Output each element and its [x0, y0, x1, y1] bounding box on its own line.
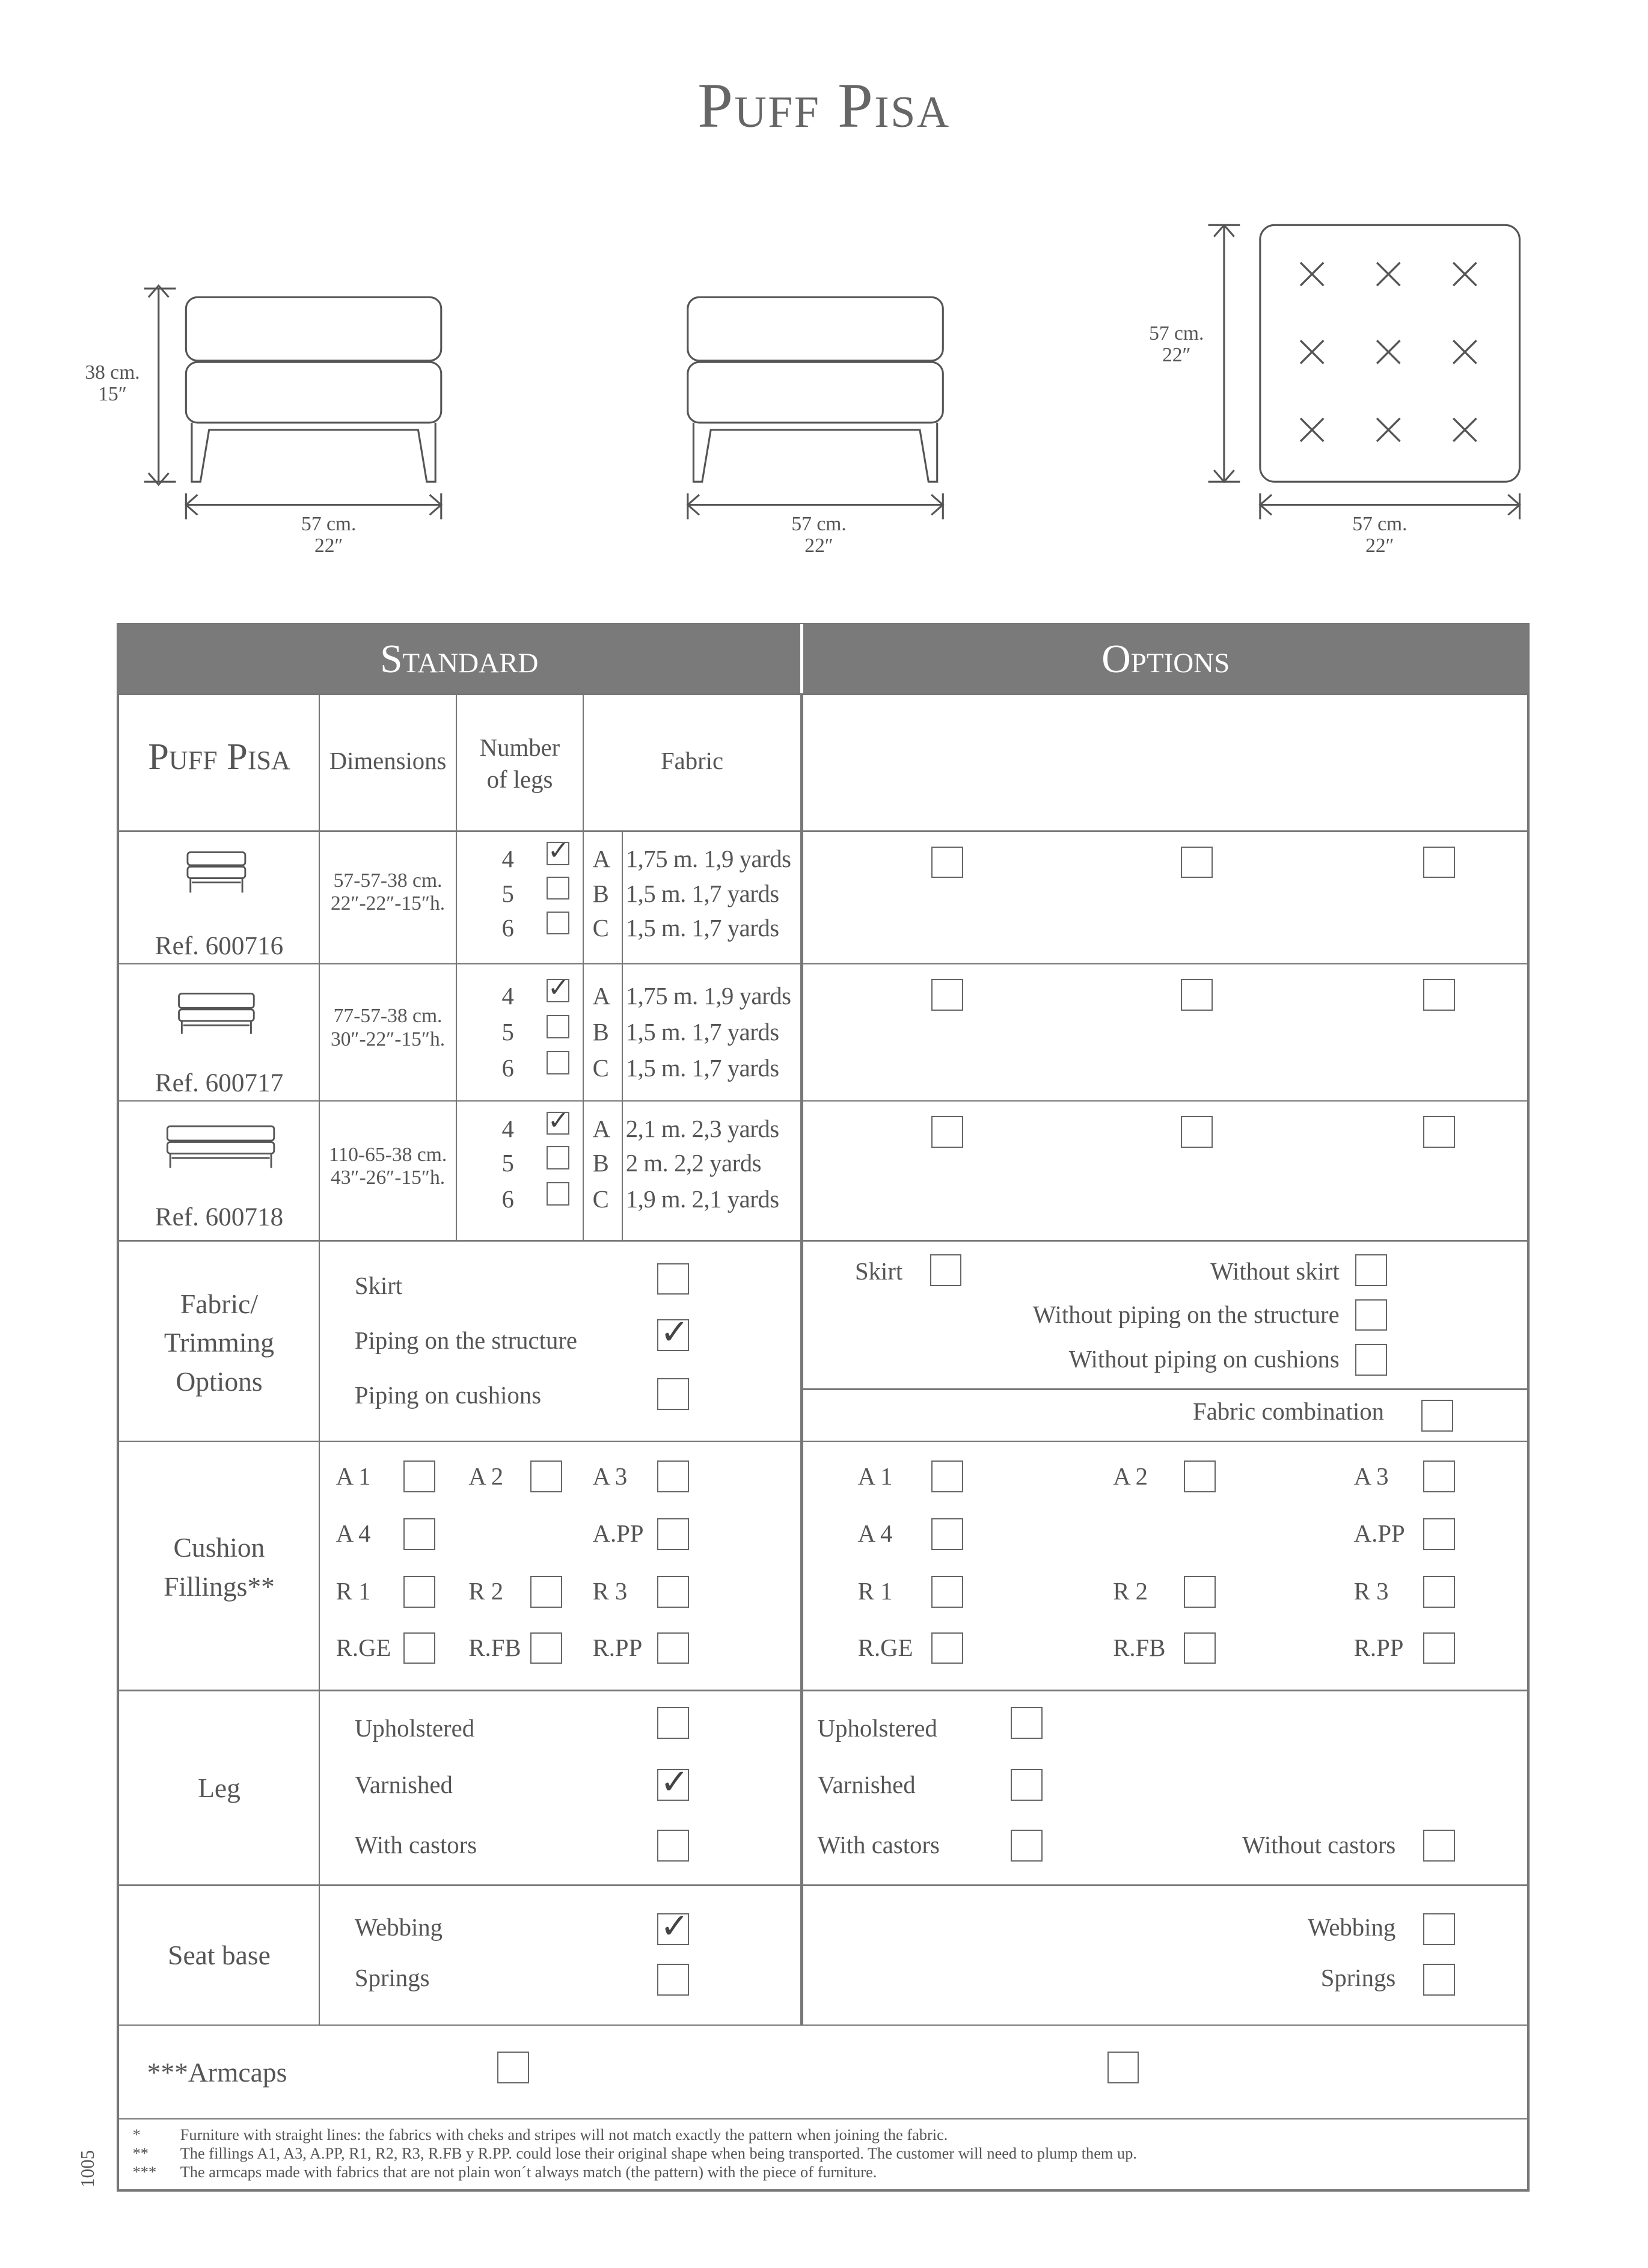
seat-webbing-label: Webbing	[354, 1914, 443, 1942]
filling-label: R 2	[468, 1578, 504, 1605]
leg-upholstered-label: Upholstered	[354, 1715, 475, 1742]
fabric-quantity: 1,75 m. 1,9 yards	[625, 982, 791, 1010]
top-depth-label: 57 cm. 22″	[1149, 322, 1204, 367]
opt-seat-webbing-label: Webbing	[1308, 1914, 1396, 1942]
seat-springs-label: Springs	[354, 1964, 430, 1992]
fabric-column-header: Fabric	[660, 747, 724, 775]
leg-count: 4	[501, 982, 514, 1010]
opt-seat-springs-checkbox[interactable]	[1423, 1964, 1455, 1996]
option-filling-checkbox[interactable]	[1423, 1518, 1455, 1550]
dimensions-imperial: 43″-26″-15″h.	[330, 1166, 446, 1189]
leg-count: 6	[501, 915, 514, 942]
filling-checkbox[interactable]	[403, 1576, 435, 1608]
fabric-grade: B	[592, 1018, 609, 1046]
opt-leg-castors-label: With castors	[817, 1831, 940, 1859]
opt-leg-without-castors-checkbox[interactable]	[1423, 1830, 1455, 1862]
option-checkbox[interactable]	[1181, 979, 1213, 1011]
opt-without-piping-structure-checkbox[interactable]	[1355, 1299, 1387, 1331]
option-filling-checkbox[interactable]	[1184, 1632, 1216, 1664]
leg-count-checkbox[interactable]	[547, 979, 569, 1002]
trim-piping-cushions-checkbox[interactable]	[657, 1378, 689, 1410]
option-filling-label: A 4	[857, 1520, 893, 1548]
option-filling-checkbox[interactable]	[931, 1518, 963, 1550]
leg-castors-label: With castors	[354, 1831, 477, 1859]
leg-count-checkbox[interactable]	[547, 877, 569, 900]
filling-label: A 1	[335, 1462, 371, 1490]
option-checkbox[interactable]	[1181, 847, 1213, 878]
option-filling-label: A 3	[1353, 1462, 1389, 1490]
seat-base-label: Seat base	[168, 1940, 271, 1971]
trim-skirt-checkbox[interactable]	[657, 1263, 689, 1295]
option-filling-checkbox[interactable]	[1423, 1632, 1455, 1664]
product-dimensions	[320, 869, 455, 916]
trim-piping-structure-label: Piping on the structure	[354, 1327, 577, 1355]
filling-label: A.PP	[592, 1520, 644, 1548]
leg-count-checkbox[interactable]	[547, 1015, 569, 1038]
filling-label: R 3	[592, 1578, 628, 1605]
thumbnail-600718	[167, 1126, 274, 1168]
leg-count-checkbox[interactable]	[547, 1182, 569, 1205]
option-checkbox[interactable]	[1423, 1116, 1455, 1148]
option-filling-checkbox[interactable]	[1184, 1576, 1216, 1608]
leg-count: 6	[501, 1186, 514, 1213]
fabric-grade: A	[592, 1115, 610, 1142]
opt-without-skirt-checkbox[interactable]	[1355, 1254, 1387, 1286]
leg-varnished-checkbox[interactable]	[657, 1769, 689, 1801]
fabric-quantity: 1,75 m. 1,9 yards	[625, 845, 791, 873]
option-filling-label: R 1	[857, 1578, 893, 1605]
seat-springs-checkbox[interactable]	[657, 1964, 689, 1996]
filling-checkbox[interactable]	[530, 1632, 562, 1664]
option-checkbox[interactable]	[931, 979, 963, 1011]
option-filling-label: R 2	[1113, 1578, 1148, 1605]
filling-label: R.FB	[468, 1634, 521, 1661]
fabric-quantity: 2 m. 2,2 yards	[625, 1150, 762, 1177]
leg-count-checkbox[interactable]	[547, 842, 569, 865]
option-filling-label: R.FB	[1113, 1634, 1166, 1661]
filling-checkbox[interactable]	[657, 1460, 689, 1492]
leg-upholstered-checkbox[interactable]	[657, 1707, 689, 1739]
armcaps-label: ***Armcaps	[147, 2056, 287, 2088]
leg-count: 4	[501, 1115, 514, 1142]
leg-count: 5	[501, 1018, 514, 1046]
fabric-quantity: 1,5 m. 1,7 yards	[625, 1018, 779, 1046]
option-filling-checkbox[interactable]	[931, 1460, 963, 1492]
leg-count-checkbox[interactable]	[547, 1146, 569, 1169]
filling-label: R 1	[335, 1578, 371, 1605]
leg-count: 6	[501, 1054, 514, 1082]
product-ref: Ref. 600717	[155, 1068, 284, 1097]
leg-count: 5	[501, 1150, 514, 1177]
option-filling-checkbox[interactable]	[1184, 1460, 1216, 1492]
product-thumbnails	[144, 844, 303, 1204]
fillings-label: Cushion Fillings**	[164, 1531, 275, 1602]
fabric-grade: B	[592, 1150, 609, 1177]
options-header: Options	[803, 624, 1528, 693]
filling-checkbox[interactable]	[403, 1518, 435, 1550]
front-width-label: 57 cm. 22″	[301, 512, 357, 557]
product-ref: Ref. 600718	[155, 1203, 284, 1231]
top-view-drawing	[1208, 225, 1520, 519]
trim-piping-structure-checkbox[interactable]	[657, 1319, 689, 1351]
option-checkbox[interactable]	[1423, 847, 1455, 878]
leg-count: 5	[501, 880, 514, 907]
opt-seat-springs-label: Springs	[1320, 1964, 1396, 1992]
seat-webbing-checkbox[interactable]	[657, 1913, 689, 1945]
filling-label: A 2	[468, 1462, 504, 1490]
opt-leg-without-castors-label: Without castors	[1242, 1831, 1396, 1859]
leg-count: 4	[501, 845, 514, 873]
opt-leg-castors-checkbox[interactable]	[1011, 1830, 1043, 1862]
opt-fabric-combination-checkbox[interactable]	[1421, 1400, 1453, 1432]
filling-checkbox[interactable]	[530, 1460, 562, 1492]
opt-leg-varnished-checkbox[interactable]	[1011, 1769, 1043, 1801]
option-filling-label: A 2	[1113, 1462, 1148, 1490]
filling-label: R.GE	[335, 1634, 391, 1661]
trim-piping-cushions-label: Piping on cushions	[354, 1382, 542, 1409]
filling-label: A 3	[592, 1462, 628, 1490]
footnote: ** The fillings A1, A3, A.PP, R1, R2, R3, R.FB y R.PP. could lose their original shape when being transported. The customer will need to plump them up.	[132, 2144, 1137, 2162]
option-filling-checkbox[interactable]	[1423, 1460, 1455, 1492]
leg-count-checkbox[interactable]	[547, 1112, 569, 1135]
leg-count-checkbox[interactable]	[547, 912, 569, 934]
fabric-grade: A	[592, 982, 610, 1010]
dimensions-imperial: 30″-22″-15″h.	[330, 1028, 446, 1050]
fabric-grade: B	[592, 880, 609, 907]
fabric-grade: A	[592, 845, 610, 873]
opt-without-skirt-label: Without skirt	[1210, 1258, 1340, 1286]
filling-label: A 4	[335, 1520, 371, 1548]
option-checkbox[interactable]	[931, 847, 963, 878]
dimensions-metric: 57-57-38 cm.	[333, 869, 443, 892]
filling-checkbox[interactable]	[657, 1518, 689, 1550]
option-filling-label: R.GE	[857, 1634, 913, 1661]
fabric-grade: C	[592, 1054, 609, 1082]
opt-skirt-label: Skirt	[855, 1258, 903, 1286]
thumbnail-600717	[179, 993, 254, 1034]
opt-without-piping-structure-label: Without piping on the structure	[1032, 1301, 1340, 1328]
filling-label: R.PP	[592, 1634, 643, 1661]
dimensions-metric: 110-65-38 cm.	[328, 1143, 447, 1166]
filling-checkbox[interactable]	[657, 1632, 689, 1664]
thumbnail-600716	[188, 852, 245, 892]
option-filling-checkbox[interactable]	[931, 1632, 963, 1664]
option-filling-label: R.PP	[1353, 1634, 1404, 1661]
footnote: *** The armcaps made with fabrics that are not plain won´t always match (the pattern) with the piece of furniture.	[132, 2163, 877, 2181]
option-filling-label: A.PP	[1353, 1520, 1405, 1548]
filling-checkbox[interactable]	[403, 1460, 435, 1492]
page-number: 1005	[77, 2150, 99, 2187]
fabric-quantity: 1,9 m. 2,1 yards	[625, 1186, 779, 1213]
top-width-label: 57 cm. 22″	[1352, 512, 1408, 557]
product-dimensions	[320, 1005, 455, 1051]
opt-seat-webbing-checkbox[interactable]	[1423, 1913, 1455, 1945]
filling-checkbox[interactable]	[530, 1576, 562, 1608]
opt-without-piping-cushions-label: Without piping on cushions	[1068, 1346, 1340, 1373]
fabric-quantity: 1,5 m. 1,7 yards	[625, 915, 779, 942]
dimensions-metric: 77-57-38 cm.	[333, 1005, 443, 1028]
fabric-grade: C	[592, 1186, 609, 1213]
opt-skirt-checkbox[interactable]	[930, 1254, 962, 1286]
armcaps-standard-checkbox[interactable]	[497, 2052, 529, 2083]
opt-fabric-combination-label: Fabric combination	[1193, 1397, 1385, 1425]
opt-leg-upholstered-label: Upholstered	[817, 1715, 937, 1742]
opt-leg-upholstered-checkbox[interactable]	[1011, 1707, 1043, 1739]
option-checkbox[interactable]	[1181, 1116, 1213, 1148]
leg-label: Leg	[198, 1773, 240, 1804]
opt-leg-varnished-label: Varnished	[817, 1771, 916, 1798]
front-view-drawing	[144, 286, 441, 519]
leg-count-checkbox[interactable]	[547, 1051, 569, 1074]
filling-checkbox[interactable]	[403, 1632, 435, 1664]
dimensions-imperial: 22″-22″-15″h.	[330, 892, 446, 915]
side-width-label: 57 cm. 22″	[791, 512, 847, 557]
trim-skirt-label: Skirt	[354, 1272, 403, 1300]
leg-castors-checkbox[interactable]	[657, 1830, 689, 1862]
legs-column-header: Number of legs	[479, 734, 560, 793]
footnotes	[133, 2125, 1517, 2182]
armcaps-option-checkbox[interactable]	[1107, 2052, 1139, 2083]
front-height-label: 38 cm. 15″	[85, 361, 140, 405]
fabric-quantity: 1,5 m. 1,7 yards	[625, 880, 779, 907]
product-column-header: Puff Pisa	[148, 735, 290, 777]
page-title: Puff Pisa	[697, 70, 951, 141]
option-filling-checkbox[interactable]	[1423, 1576, 1455, 1608]
leg-varnished-label: Varnished	[354, 1771, 453, 1798]
product-ref: Ref. 600716	[155, 932, 284, 961]
option-checkbox[interactable]	[931, 1116, 963, 1148]
filling-checkbox[interactable]	[657, 1576, 689, 1608]
fabric-quantity: 2,1 m. 2,3 yards	[625, 1115, 779, 1142]
standard-header: Standard	[118, 624, 800, 693]
product-dimensions	[320, 1144, 455, 1190]
option-filling-label: A 1	[857, 1462, 893, 1490]
option-filling-checkbox[interactable]	[931, 1576, 963, 1608]
option-filling-label: R 3	[1353, 1578, 1389, 1605]
fabric-grade: C	[592, 915, 609, 942]
opt-without-piping-cushions-checkbox[interactable]	[1355, 1344, 1387, 1376]
trimming-label: Fabric/ Trimming Options	[164, 1288, 275, 1397]
fabric-quantity: 1,5 m. 1,7 yards	[625, 1054, 779, 1082]
side-view-drawing	[688, 297, 943, 519]
footnote: * Furniture with straight lines: the fabrics with cheks and stripes will not match exactly the pattern when joining the fabric.	[132, 2125, 948, 2144]
option-checkbox[interactable]	[1423, 979, 1455, 1011]
dimensions-column-header: Dimensions	[329, 747, 447, 775]
